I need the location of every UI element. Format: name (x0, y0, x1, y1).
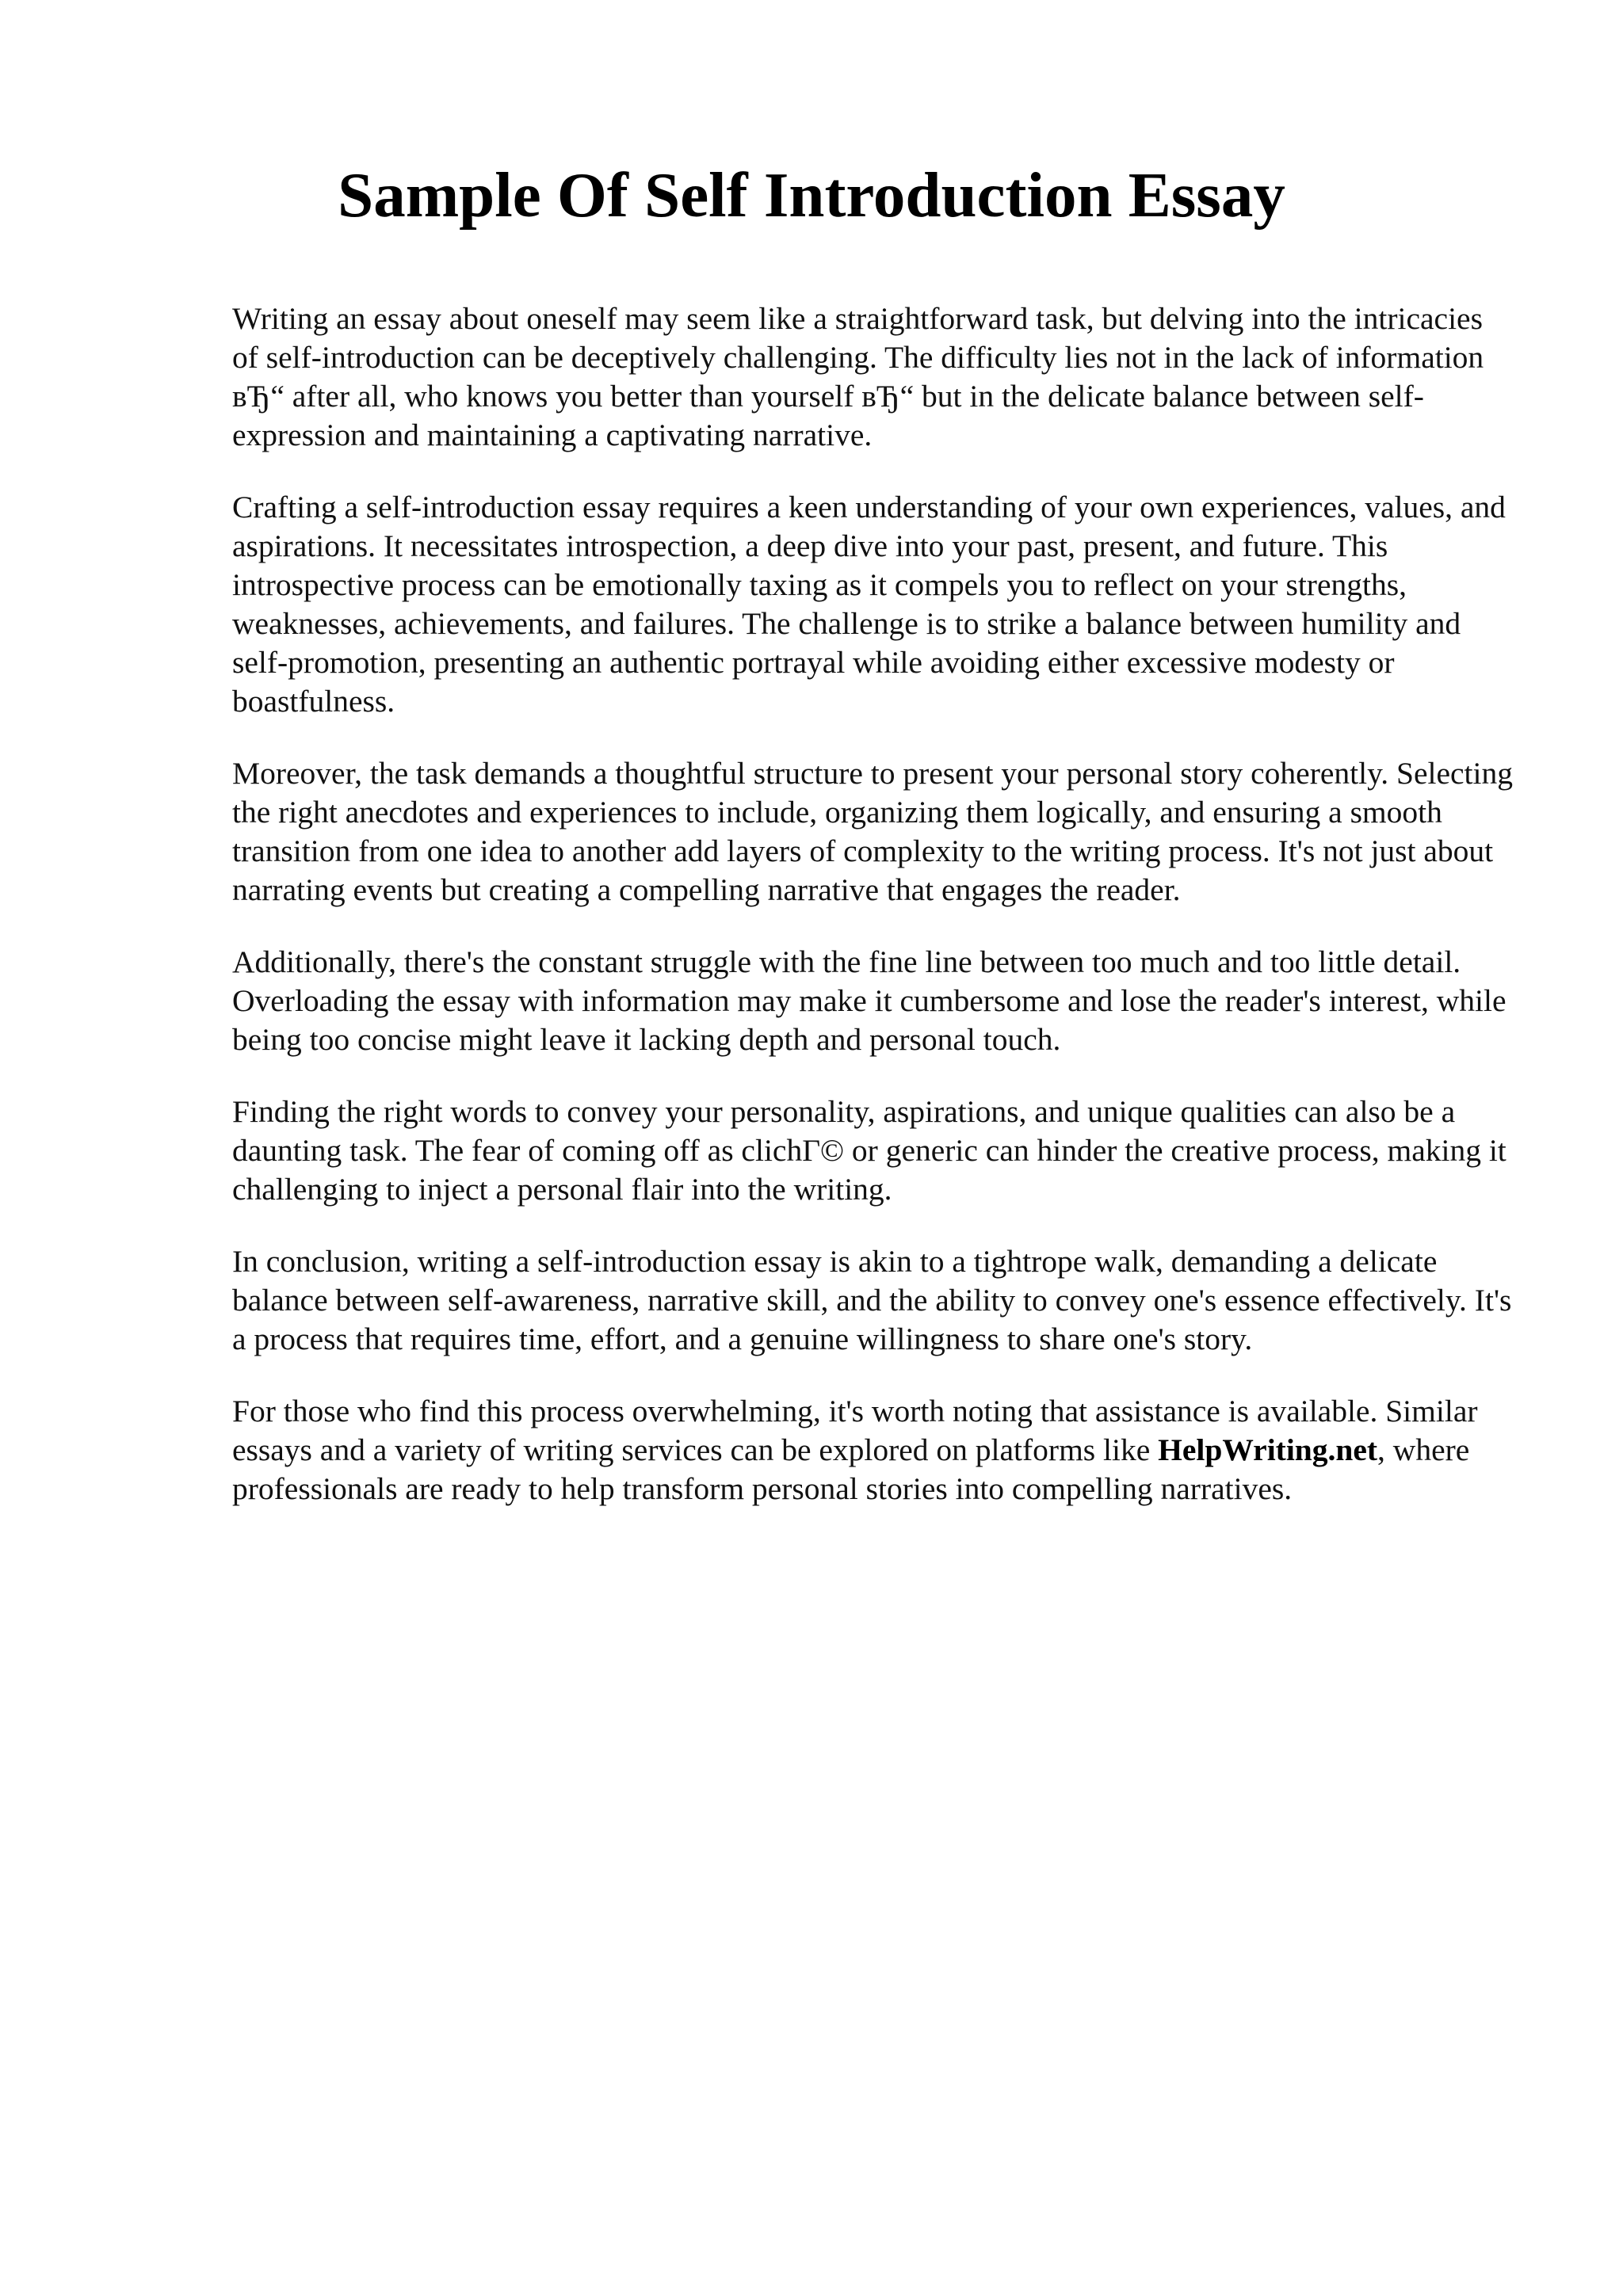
paragraph-5: Finding the right words to convey your personality, aspirations, and unique qualities can also be a daunting task. The fear of coming off as clichГ© or generic can hinder the creative process, making it challenging to inject a personal flair into the writing. (232, 1094, 1507, 1207)
essay-body (232, 299, 1516, 1542)
closing-text-before: For those who find this process overwhelming, it's worth noting that assistance is available. Similar essays and a variety of writing services can be explored on platforms like (232, 1394, 1478, 1467)
paragraph-4: Additionally, there's the constant struggle with the fine line between too much and too little detail. Overloading the essay with information may make it cumbersome and lose the reader's interest, while being too concise might leave it lacking depth and personal touch. (232, 944, 1507, 1057)
paragraph-6: In conclusion, writing a self-introduction essay is akin to a tightrope walk, demanding a delicate balance between self-awareness, narrative skill, and the ability to convey one's essence effectively. It's a process that requires time, effort, and a genuine willingness to share one's story. (232, 1244, 1512, 1356)
helpwriting-link[interactable]: HelpWriting.net (1158, 1432, 1378, 1467)
page-title: Sample Of Self Introduction Essay (338, 159, 1285, 231)
paragraph-2: Crafting a self-introduction essay requires a keen understanding of your own experiences, values, and aspirations. It necessitates introspection, a deep dive into your past, present, and future. This introspective process can be emotionally taxing as it compels you to reflect on your strengths, weaknesses, achievements, and failures. The challenge is to strike a balance between humility and self-promotion, presenting an authentic portrayal while avoiding either excessive modesty or boastfulness. (232, 490, 1506, 719)
closing-text-after: , where professionals are ready to help transform personal stories into compelling narratives. (232, 1432, 1470, 1506)
paragraph-1: Writing an essay about oneself may seem like a straightforward task, but delving into the intricacies of self-introduction can be deceptively challenging. The difficulty lies not in the lack of information вЂ“ after all, who knows you better than yourself вЂ“ but in the delicate balance between self-expression and maintaining a captivating narrative. (232, 301, 1484, 452)
paragraph-closing (232, 1392, 1516, 1508)
paragraph-3: Moreover, the task demands a thoughtful structure to present your personal story coherently. Selecting the right anecdotes and experiences to include, organizing them logically, and ensuring a smooth transition from one idea to another add layers of complexity to the writing process. It's not just about narrating events but creating a compelling narrative that engages the reader. (232, 756, 1514, 907)
